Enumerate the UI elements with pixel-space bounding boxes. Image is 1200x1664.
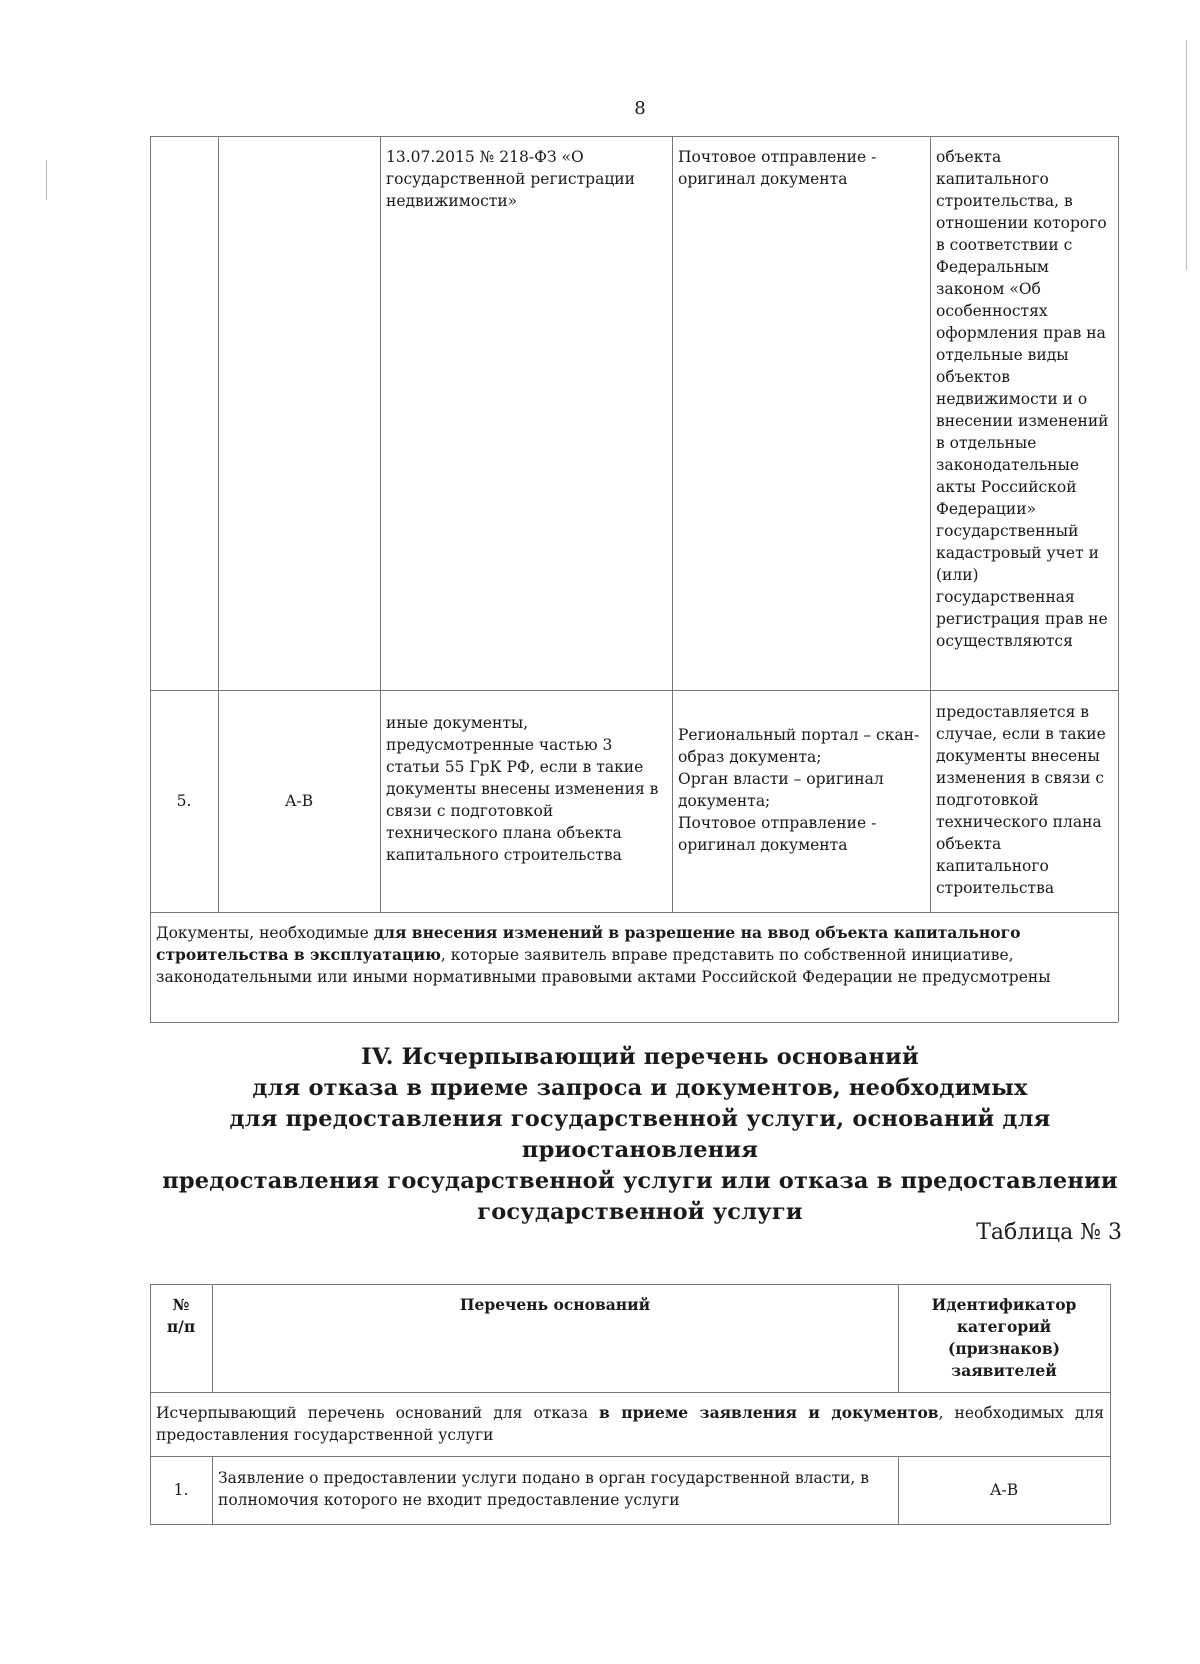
group-row-text: Исчерпывающий перечень оснований для отказа в приеме заявления и документов, необходимых для предоставления государственной услуги — [156, 1403, 1105, 1444]
row-document: иные документы, предусмотренные частью 3 статьи 55 ГрК РФ, если в такие документы внесены изменения в связи с подготовкой технического плана объекта капитального строительства — [386, 714, 659, 864]
header-number: № п/п — [166, 1295, 196, 1336]
row-identifier: А-В — [989, 1481, 1019, 1499]
scan-edge-mark — [46, 160, 47, 200]
row-note: предоставляется в случае, если в такие документы внесены изменения в связи с подготовкой технического плана объекта капитального строительства — [936, 703, 1106, 897]
row-number: 1. — [173, 1481, 189, 1499]
section-title: IV. Исчерпывающий перечень оснований для отказа в приеме запроса и документов, необходимых для предоставления государственной услуги, оснований для приостановления предоставления государственной услуги или отказа в предоставлении государственной услуги — [162, 1044, 1118, 1225]
scan-edge-mark — [1186, 40, 1187, 270]
table-caption: Таблица № 3 — [976, 1220, 1122, 1245]
cell-note: объекта капитального строительства, в отношении которого в соответствии с Федеральным законом «Об особенностях оформления прав на отдельные виды объектов недвижимости и о внесении изменений в отдельные законодательные акты Российской Федерации» государственный кадастровый учет и (или) государственная регистрация прав не осуществляются — [936, 148, 1109, 650]
cell-submission: Почтовое отправление - оригинал документа — [678, 148, 877, 188]
row-submission: Региональный портал – скан- образ документа; Орган власти – оригинал документа; Почтовое отправление - оригинал документа — [678, 726, 920, 854]
table-footer-text: Документы, необходимые для внесения изменений в разрешение на ввод объекта капитального строительства в эксплуатацию, которые заявитель вправе представить по собственной инициативе, законодательными или иными нормативными правовыми актами Российской Федерации не предусмотрены — [156, 923, 1051, 986]
page-number: 8 — [634, 98, 646, 119]
row-category: А-В — [284, 792, 314, 810]
row-ground: Заявление о предоставлении услуги подано в орган государственной власти, в полномочия которого не входит предоставление услуги — [218, 1469, 869, 1509]
header-grounds: Перечень оснований — [459, 1295, 651, 1314]
cell-legal-basis: 13.07.2015 № 218-ФЗ «О государственной регистрации недвижимости» — [386, 148, 635, 210]
header-identifier: Идентификатор категорий (признаков) заявителей — [931, 1295, 1077, 1380]
row-number: 5. — [176, 792, 192, 810]
